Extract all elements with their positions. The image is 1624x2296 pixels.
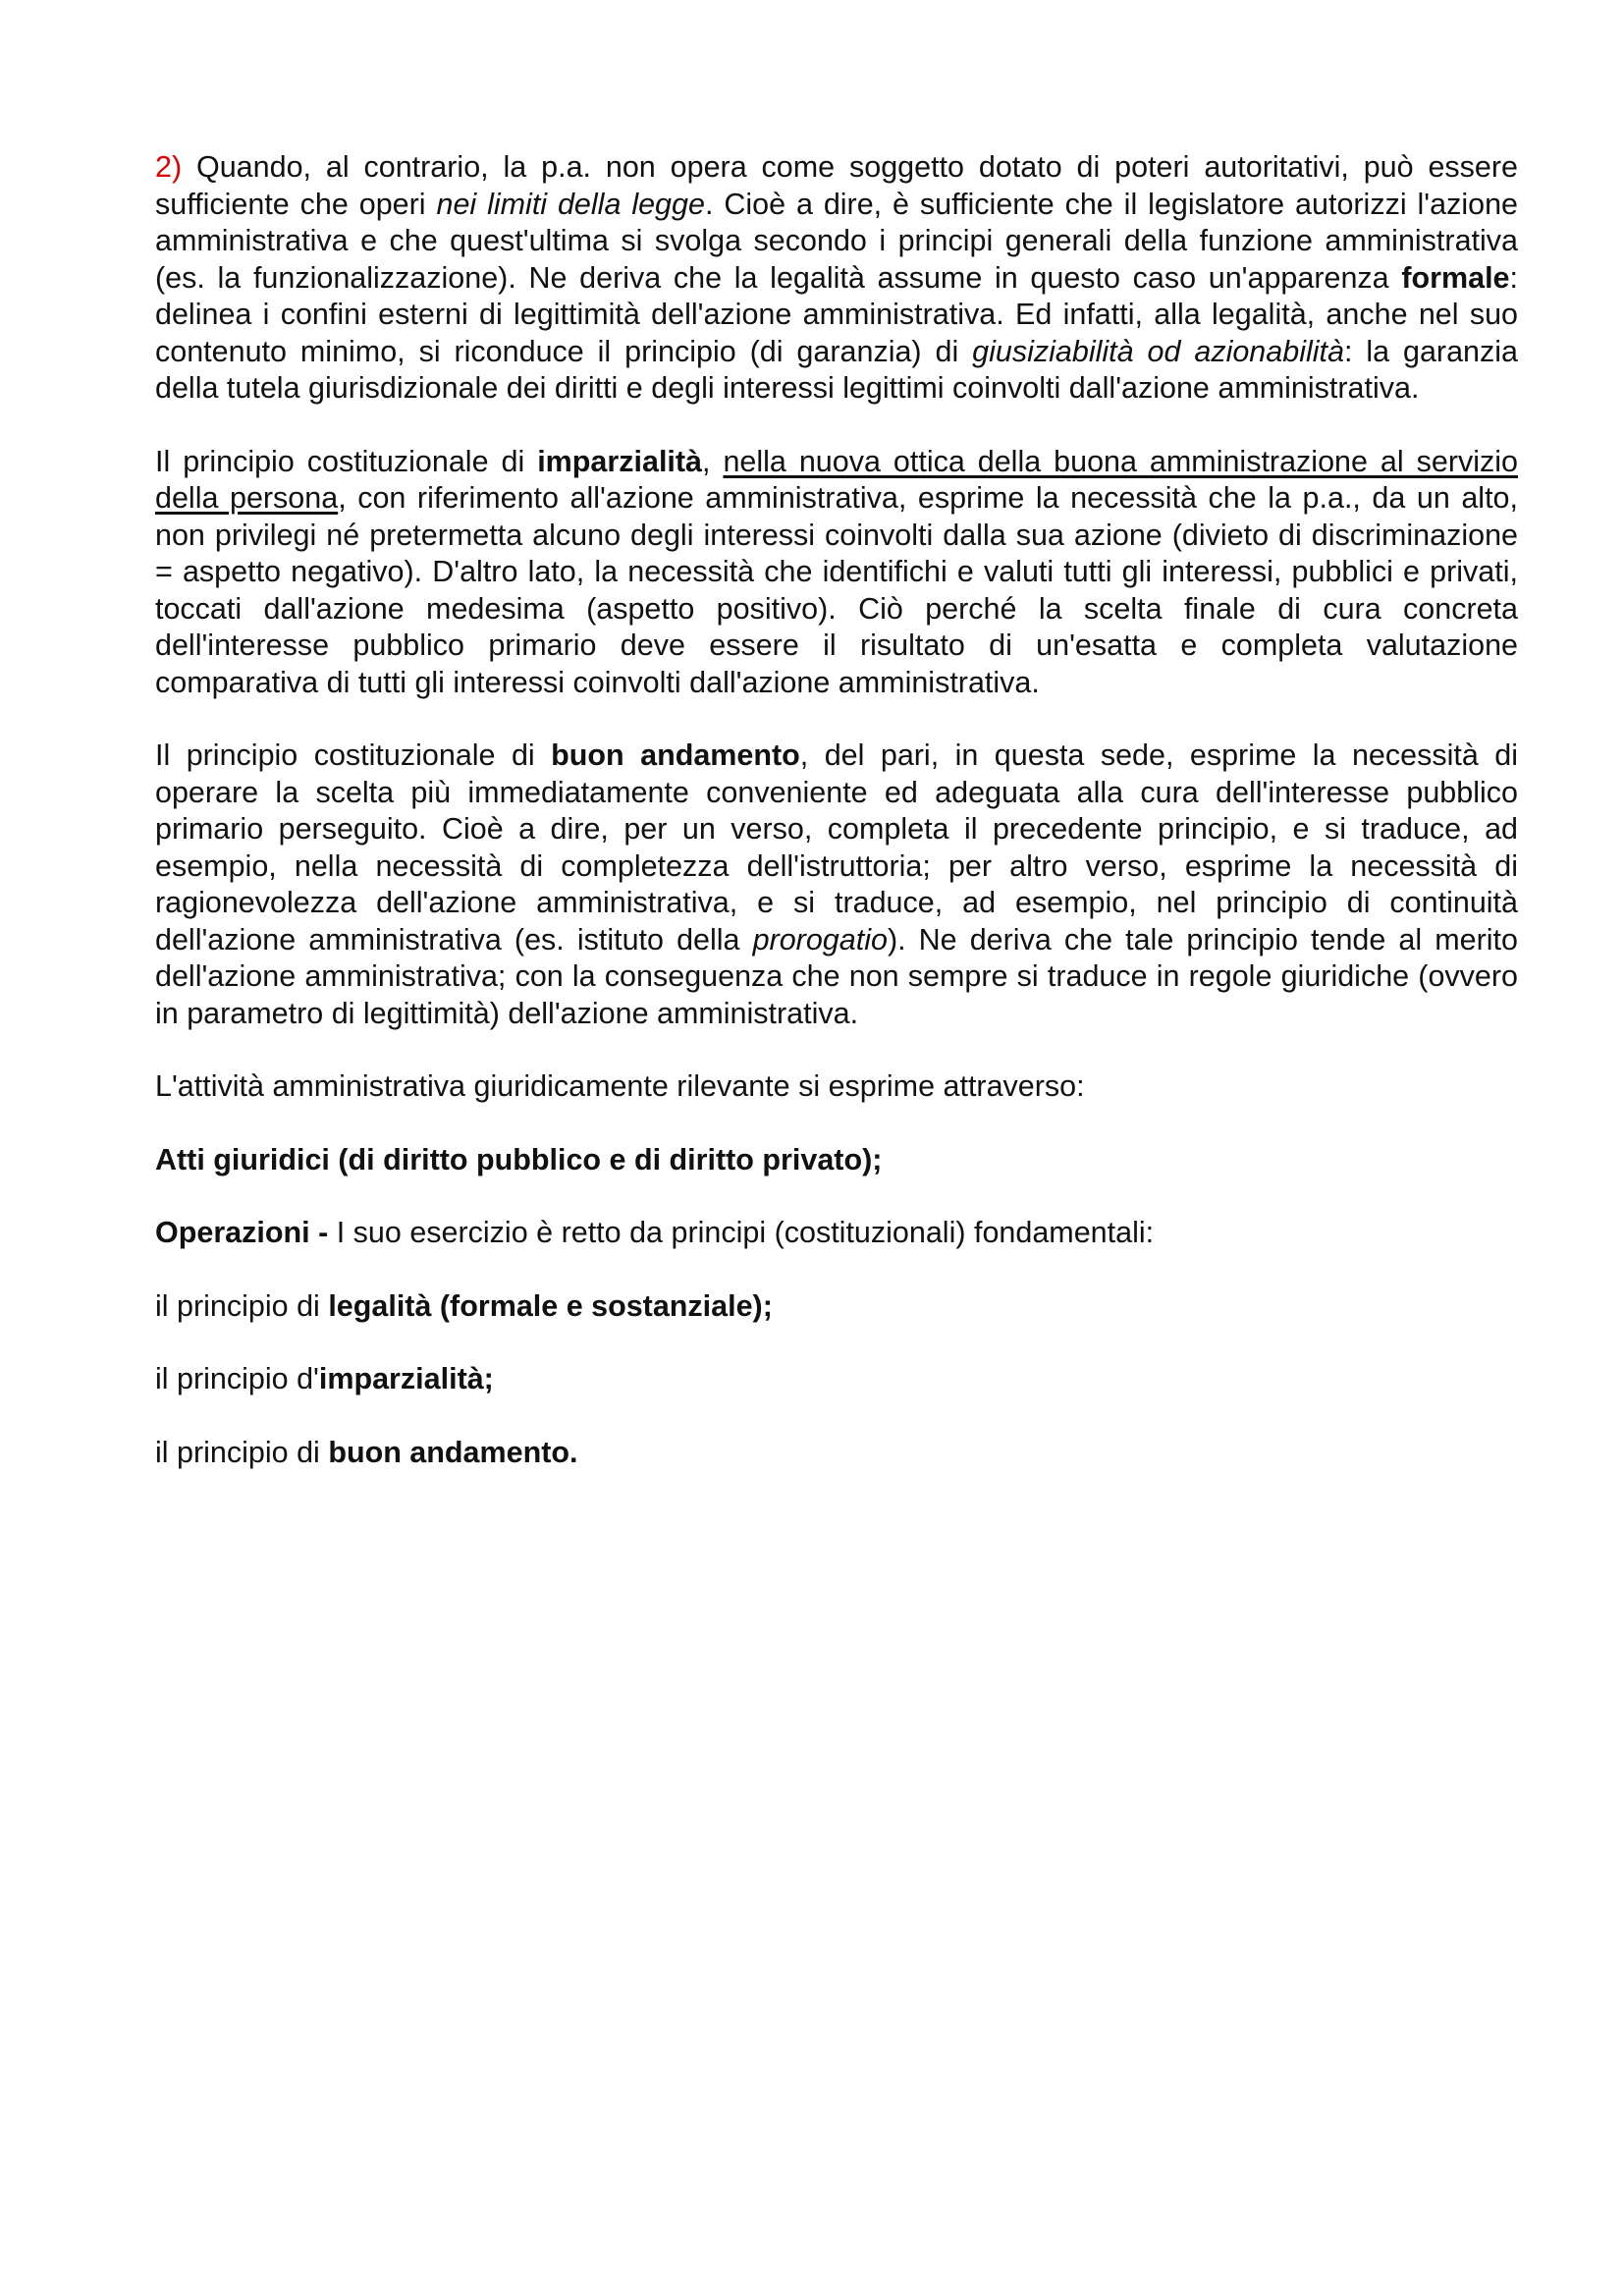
text-span: il principio di [155,1288,329,1323]
bold-text: imparzialità; [318,1362,494,1395]
paragraph-legalita-formale [155,149,1518,408]
text-span: il principio d' [155,1362,319,1395]
text-span: L'attività amministrativa giuridicamente rilevante si esprime attraverso: [155,1069,1085,1103]
paragraph-principio-imparzialita [155,1361,1518,1398]
bold-text: Atti giuridici (di diritto pubblico e di diritto privato); [155,1142,883,1176]
italic-text: prorogatio [752,922,888,957]
document-page [155,149,1518,1507]
italic-text: nei limiti della legge [436,187,705,221]
italic-text: giusiziabilità od azionabilità [972,334,1344,368]
text-span: Il principio costituzionale di [155,444,538,478]
paragraph-principio-legalita [155,1288,1518,1326]
text-span: Quando, al contrario, la p.a. non opera come soggetto dotato di poteri autoritativi, può essere sufficiente che operi [155,150,1518,221]
text-span: , del pari, in questa sede, esprime la necessità di operare la scelta più immediatamente conveniente ed adeguata alla cura dell'interesse pubblico primario perseguito. Cioè a dire, per un verso, completa il precedente principio, e si traduce, ad esempio, nella necessità di completezza dell'istruttoria; per altro verso, esprime la necessità di ragionevolezza dell'azione amministrativa, e si traduce, ad esempio, nel principio di continuità dell'azione amministrativa (es. istituto della [155,738,1518,957]
text-span: I suo esercizio è retto da principi (costituzionali) fondamentali: [336,1216,1155,1249]
paragraph-operazioni [155,1215,1518,1252]
paragraph-imparzialita [155,444,1518,702]
paragraph-number: 2) [155,150,183,184]
bold-text: buon andamento [551,738,800,772]
text-span: Il principio costituzionale di [155,738,552,772]
text-span: . Cioè a dire, è sufficiente che il legislatore autorizzi l'azione amministrativa e che quest'ultima si svolga secondo i principi generali della funzione amministrativa (es. la funzionalizzazione). Ne deriva che la legalità assume in questo caso un'apparenza [155,187,1518,295]
paragraph-buon-andamento [155,738,1518,1032]
bold-text: legalità (formale e sostanziale); [328,1288,773,1323]
bold-text: buon andamento. [328,1435,578,1469]
text-span: , con riferimento all'azione amministrativa, esprime la necessità che la p.a., da un alto, non privilegi né pretermetta alcuno degli interessi coinvolti dalla sua azione (divieto di discriminazione = aspetto negativo). D'altro lato, la necessità che identifichi e valuti tutti gli interessi, pubblici e privati, toccati dall'azione medesima (aspetto positivo). Ciò perché la scelta finale di cura concreta dell'interesse pubblico primario deve essere il risultato di un'esatta e completa valutazione comparativa di tutti gli interessi coinvolti dall'azione amministrativa. [155,481,1518,699]
text-span: , [702,444,724,478]
text-span: ). Ne deriva che tale principio tende al merito dell'azione amministrativa; con la conseguenza che non sempre si traduce in regole giuridiche (ovvero in parametro di legittimità) dell'azione amministrativa. [155,922,1518,1030]
paragraph-attivita-amministrativa [155,1068,1518,1106]
text-span: : la garanzia della tutela giurisdizionale dei diritti e degli interessi legittimi coinvolti dall'azione amministrativa. [155,334,1519,405]
bold-text: Operazioni - [155,1216,337,1249]
paragraph-principio-buon-andamento [155,1435,1518,1472]
text-span: : delinea i confini esterni di legittimità dell'azione amministrativa. Ed infatti, alla legalità, anche nel suo contenuto minimo, si riconduce il principio (di garanzia) di [155,260,1518,368]
underlined-text: nella nuova ottica della buona amministrazione al servizio della persona [155,444,1518,515]
bold-text: formale [1401,260,1510,295]
paragraph-atti-giuridici [155,1142,1518,1179]
bold-text: imparzialità [537,444,703,478]
text-span: il principio di [155,1435,329,1469]
